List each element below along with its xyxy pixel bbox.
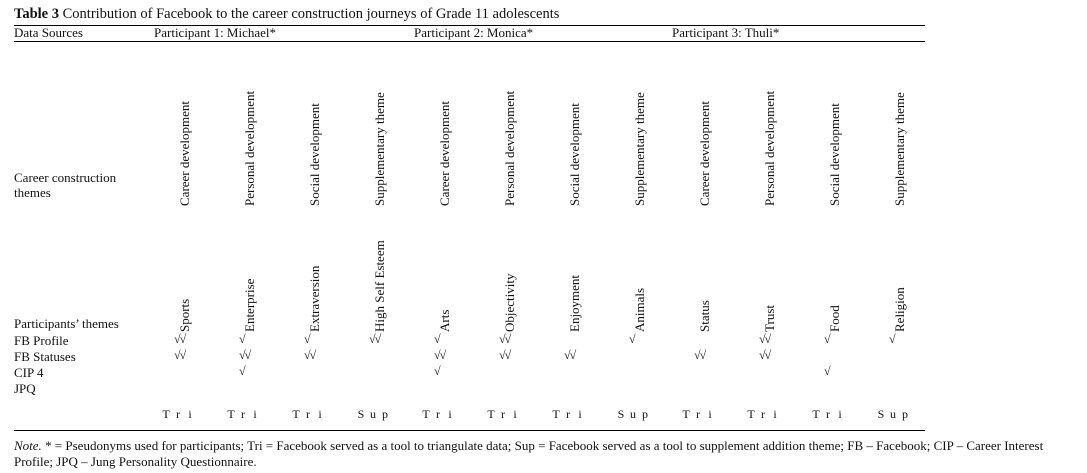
column-code: T r i (422, 407, 452, 421)
career-theme-supplementary-theme: Supplementary theme (892, 92, 907, 206)
column-code: T r i (682, 407, 712, 421)
table-caption: Contribution of Facebook to the career construction journeys of Grade 11 adolescents (62, 6, 560, 22)
participant-theme-objectivity: Objectivity (502, 273, 517, 332)
career-theme-career-development: Career development (697, 100, 712, 206)
participant-theme-extraversion: Extraversion (307, 265, 322, 332)
participant-theme-sports: Sports (177, 298, 192, 332)
tick-mark: √ (889, 332, 895, 346)
tick-mark: √√ (239, 348, 251, 362)
tick-mark: √ (239, 364, 245, 378)
participant-theme-food: Food (827, 305, 842, 332)
participant-theme-religion: Religion (892, 287, 907, 332)
row-label-cip4: CIP 4 (14, 365, 44, 380)
table-title (14, 6, 559, 23)
bottom-rule (14, 430, 925, 431)
column-code: T r i (487, 407, 517, 421)
tick-mark: √√ (759, 348, 771, 362)
career-theme-social-development: Social development (827, 103, 842, 206)
column-code: T r i (812, 407, 842, 421)
tick-mark: √√ (499, 348, 511, 362)
column-code: T r i (227, 407, 257, 421)
column-code: T r i (292, 407, 322, 421)
tick-mark: √ (434, 364, 440, 378)
tick-mark: √ (824, 332, 830, 346)
header-rule (14, 41, 925, 42)
column-code: T r i (747, 407, 777, 421)
tick-mark: √ (824, 364, 830, 378)
tick-mark: √√ (174, 332, 186, 346)
tick-mark: √√ (759, 332, 771, 346)
row-label-jpq: JPQ (14, 381, 36, 396)
tick-mark: √√ (434, 348, 446, 362)
tick-mark: √√ (564, 348, 576, 362)
row-label-participants-themes: Participants’ themes (14, 316, 119, 331)
participant-theme-enterprise: Enterprise (242, 278, 257, 332)
career-theme-personal-development: Personal development (242, 90, 257, 206)
row-label-fb-profile: FB Profile (14, 333, 69, 348)
career-theme-career-development: Career development (177, 100, 192, 206)
participant-theme-high-self-esteem: High Self Esteem (372, 240, 387, 332)
career-theme-social-development: Social development (567, 103, 582, 206)
tick-mark: √ (434, 332, 440, 346)
row-label-career-construction: Career construction themes (14, 170, 117, 200)
tick-mark: √√ (174, 348, 186, 362)
career-theme-social-development: Social development (307, 103, 322, 206)
participant-theme-trust: Trust (762, 305, 777, 332)
career-theme-personal-development: Personal development (502, 90, 517, 206)
table-note (14, 438, 1084, 470)
note-text: * = Pseudonyms used for participants; Tri = Facebook served as a tool to triangulate data; Sup = Facebook served as a tool to supplement addition theme; FB – Facebook; CIP – Career Interest Profile; JPQ – Jung Personality Questionnaire. (14, 438, 1044, 469)
tick-mark: √√ (499, 332, 511, 346)
header-participant-2: Participant 2: Monica* (414, 25, 534, 40)
career-theme-supplementary-theme: Supplementary theme (372, 92, 387, 206)
column-code: S u p (357, 407, 388, 421)
column-code: T r i (162, 407, 192, 421)
tick-mark: √ (304, 332, 310, 346)
tick-mark: √ (239, 332, 245, 346)
tick-mark: √ (629, 332, 635, 346)
tick-mark: √√ (694, 348, 706, 362)
career-theme-career-development: Career development (437, 100, 452, 206)
header-data-sources: Data Sources (14, 25, 83, 40)
tick-mark: √√ (304, 348, 316, 362)
column-code: S u p (877, 407, 908, 421)
column-code: S u p (617, 407, 648, 421)
career-theme-personal-development: Personal development (762, 90, 777, 206)
header-participant-1: Participant 1: Michael* (154, 25, 277, 40)
row-label-fb-statuses: FB Statuses (14, 349, 76, 364)
participant-theme-arts: Arts (437, 309, 452, 332)
column-code: T r i (552, 407, 582, 421)
header-participant-3: Participant 3: Thuli* (672, 25, 780, 40)
participant-theme-enjoyment: Enjoyment (567, 274, 582, 332)
participant-theme-animals: Animals (632, 287, 647, 332)
table-label: Table 3 (14, 6, 59, 22)
note-label: Note. (14, 438, 42, 453)
tick-mark: √√ (369, 332, 381, 346)
participant-theme-status: Status (697, 300, 712, 332)
career-theme-supplementary-theme: Supplementary theme (632, 92, 647, 206)
